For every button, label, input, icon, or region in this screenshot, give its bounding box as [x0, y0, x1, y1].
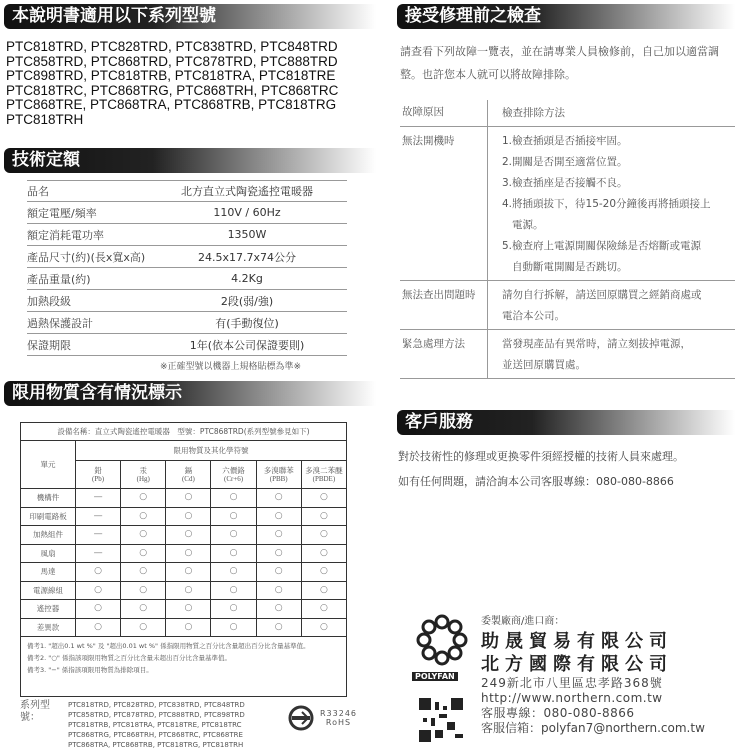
- col-cause: 故障原因: [402, 106, 444, 118]
- rohs-row: [21, 526, 347, 545]
- method-line: 3.檢查插座是否接觸不良。: [502, 177, 628, 189]
- rohs-mark: ○: [166, 581, 211, 600]
- rohs-column-header: [121, 461, 166, 489]
- spec-label: 加熱段級: [27, 294, 71, 308]
- spec-value: 4.2Kg: [231, 272, 263, 285]
- spec-value: 北方直立式陶瓷遙控電暖器: [181, 185, 313, 198]
- substance-symbol: (Cr+6): [223, 474, 244, 483]
- method-line: 自動斷電開關是否跳切。: [512, 261, 628, 273]
- method-line: 1.檢查插頭是否插接牢固。: [502, 135, 628, 147]
- rohs-mark: ○: [76, 581, 121, 600]
- rohs-mark: ○: [211, 563, 256, 582]
- series-header: 本說明書適用以下系列型號: [4, 4, 376, 29]
- rohs-mark: —: [76, 526, 121, 545]
- rohs-remark: 備考1. "超出0.1 wt %" 及 "超出0.01 wt %" 係指限用物質之百分比含量超出百分比含量基準值。: [27, 642, 310, 650]
- rohs-mark: ○: [301, 526, 346, 545]
- rohs-mark: ○: [301, 489, 346, 508]
- service-line: 如有任何問題，請洽詢本公司客服專線：080-080-8866: [398, 475, 674, 488]
- rohs-mark: ○: [121, 581, 166, 600]
- spec-value: 1350W: [227, 228, 267, 241]
- fault-method: [487, 281, 735, 329]
- rohs-mark: ○: [121, 563, 166, 582]
- substance-name: 鉛: [94, 465, 102, 475]
- spec-header: 技術定額: [4, 148, 376, 173]
- rohs-unit: 馬達: [21, 563, 76, 582]
- fault-cause: 無法開機時: [402, 135, 455, 147]
- rohs-column-header: [256, 461, 301, 489]
- substance-symbol: (PBDE): [312, 474, 336, 483]
- series-models-footer: [20, 700, 245, 750]
- substance-name: 汞: [139, 465, 147, 475]
- rohs-row: [21, 581, 347, 600]
- substance-name: 鎘: [184, 465, 193, 475]
- rohs-unit: 風扇: [21, 544, 76, 563]
- rohs-mark: ○: [301, 544, 346, 563]
- rohs-mark: ○: [121, 600, 166, 619]
- series-model-list: PTC818TRD, PTC828TRD, PTC838TRD, PTC848TRD PTC858TRD, PTC868TRD, PTC878TRD, PTC888TRD PTC898TRD, PTC818TRB, PTC818TRA, PTC818TRE PTC818TRC, PTC868TRG, PTC868TRH, PTC868TRC PTC868TRE, PTC868TRA, PTC868TRB, PTC818TRG PTC818TRH: [6, 39, 339, 127]
- rohs-unit: 加熱組件: [21, 526, 76, 545]
- rohs-unit: 差異款: [21, 618, 76, 637]
- substance-symbol: (Pb): [92, 474, 105, 483]
- troubleshoot-row: [400, 127, 735, 281]
- rohs-mark: ○: [76, 563, 121, 582]
- spec-value: 24.5x17.7x74公分: [197, 250, 296, 264]
- spec-label: 額定消耗電功率: [27, 228, 104, 242]
- fault-cause: 緊急處理方法: [402, 338, 465, 350]
- spec-table: [27, 180, 347, 356]
- company-address: 249新北市八里區忠孝路368號: [481, 676, 663, 690]
- polyfan-logo-text: POLYFAN: [412, 672, 458, 681]
- rohs-mark: ○: [121, 544, 166, 563]
- troubleshoot-row: [400, 281, 735, 330]
- rohs-column-header: [166, 461, 211, 489]
- method-line: 5.檢查府上電源開關保險絲是否熔斷或電源: [502, 240, 702, 252]
- rohs-mark: ○: [256, 526, 301, 545]
- service-line: 對於技術性的修理或更換零件須經授權的技術人員來處理。: [398, 450, 684, 463]
- rohs-mark: ○: [211, 581, 256, 600]
- spec-label: 產品重量(約): [27, 272, 91, 286]
- rohs-mark: ○: [256, 618, 301, 637]
- rohs-mark: ○: [301, 563, 346, 582]
- cert-code: R33246: [320, 709, 358, 718]
- rohs-mark: ○: [301, 581, 346, 600]
- certification-mark: [288, 705, 357, 731]
- rohs-mark: —: [76, 544, 121, 563]
- spec-row: [27, 180, 347, 202]
- rohs-header: 限用物質含有情況標示: [4, 381, 376, 406]
- rohs-mark: ○: [121, 618, 166, 637]
- company-label: 委製廠商/進口商：: [481, 616, 565, 627]
- rohs-mark: ○: [256, 563, 301, 582]
- spec-row: [27, 224, 347, 246]
- rohs-mark: ○: [211, 544, 256, 563]
- company-hotline: 客服專線：080-080-8866: [481, 706, 635, 720]
- series-list: PTC818TRD, PTC828TRD, PTC838TRD, PTC848TRD PTC858TRD, PTC878TRD, PTC888TRD, PTC898TRD PTC818TRB, PTC818TRA, PTC818TRE, PTC818TRC PTC868TRG, PTC868TRH, PTC868TRC, PTC868TRE PTC868TRA, PTC868TRB, PTC818TRG, PTC818TRH: [68, 701, 245, 749]
- rohs-mark: ○: [76, 618, 121, 637]
- rohs-mark: ○: [256, 507, 301, 526]
- spec-label: 品名: [27, 185, 49, 198]
- spec-label: 過熱保護設計: [27, 316, 93, 330]
- rohs-mark: ○: [166, 507, 211, 526]
- rohs-mark: ○: [166, 489, 211, 508]
- repair-intro: 請查看下列故障一覽表，並在請專業人員檢修前，自己加以適當調整。也許您本人就可以將故障排除。: [400, 45, 719, 81]
- fault-method: [487, 330, 735, 378]
- service-text: [398, 444, 684, 494]
- rohs-row: [21, 544, 347, 563]
- troubleshoot-table: [400, 100, 735, 379]
- bsmi-mark-icon: [288, 705, 314, 731]
- fault-method: [487, 127, 735, 280]
- rohs-mark: —: [76, 507, 121, 526]
- rohs-mark: ○: [256, 581, 301, 600]
- rohs-mark: ○: [166, 600, 211, 619]
- rohs-remark: 備考2. "○" 係指該項限用物質之百分比含量未超出百分比含量基準值。: [27, 654, 231, 662]
- spec-value: 2段(弱/強): [220, 294, 274, 308]
- rohs-row: [21, 618, 347, 637]
- rohs-mark: ○: [211, 489, 256, 508]
- rohs-mark: ○: [301, 600, 346, 619]
- rohs-mark: ○: [76, 600, 121, 619]
- spec-note: ※正確型號以機器上規格貼標為準※: [160, 362, 302, 372]
- rohs-column-header: [211, 461, 256, 489]
- rohs-unit: 印刷電路板: [21, 507, 76, 526]
- rohs-row: [21, 507, 347, 526]
- rohs-mark: —: [76, 489, 121, 508]
- rohs-mark: ○: [301, 618, 346, 637]
- substance-symbol: (Cd): [181, 474, 195, 483]
- method-line: 並送回原購買處。: [502, 359, 586, 371]
- rohs-group-label: 限用物質及其化學符號: [76, 441, 347, 461]
- rohs-table: [20, 422, 347, 637]
- substance-name: 多溴二苯醚: [305, 465, 343, 475]
- polyfan-logo-icon: [416, 614, 468, 670]
- company-email[interactable]: 客服信箱：polyfan7@northern.com.tw: [481, 721, 705, 735]
- rohs-remarks: [20, 637, 347, 697]
- rohs-mark: ○: [121, 489, 166, 508]
- spec-label: 額定電壓/頻率: [27, 206, 97, 220]
- rohs-mark: ○: [121, 526, 166, 545]
- method-line: 當發現產品有異常時，請立刻拔掉電源，: [502, 338, 691, 350]
- spec-row: [27, 334, 347, 356]
- cert-rohs: RoHS: [325, 718, 352, 727]
- rohs-mark: ○: [211, 526, 256, 545]
- method-line: 請勿自行拆解，請送回原購買之經銷商處或: [502, 289, 702, 301]
- spec-value: 110V / 60Hz: [213, 206, 281, 219]
- rohs-mark: ○: [211, 618, 256, 637]
- spec-value: 1年(依本公司保證要則): [189, 338, 305, 352]
- rohs-mark: ○: [121, 507, 166, 526]
- rohs-column-header: [301, 461, 346, 489]
- rohs-unit: 機構件: [21, 489, 76, 508]
- series-label: 系列型號：: [20, 700, 50, 723]
- spec-label: 保證期限: [27, 338, 71, 352]
- rohs-unit-label: 單元: [21, 441, 76, 489]
- spec-row: [27, 246, 347, 268]
- method-line: 電源。: [512, 219, 544, 231]
- rohs-equipment: 設備名稱：直立式陶瓷遙控電暖器 型號：PTC868TRD(系列型號參見如下): [21, 423, 347, 441]
- spec-value: 有(手動復位): [215, 316, 279, 330]
- method-line: 電洽本公司。: [502, 310, 565, 322]
- spec-row: [27, 268, 347, 290]
- company-name-1: 助晟貿易有限公司: [481, 631, 673, 652]
- troubleshoot-row: [400, 330, 735, 379]
- spec-row: [27, 202, 347, 224]
- company-name-2: 北方國際有限公司: [481, 654, 673, 675]
- rohs-mark: ○: [301, 507, 346, 526]
- rohs-mark: ○: [166, 544, 211, 563]
- repair-header: 接受修理前之檢查: [397, 4, 735, 29]
- spec-label: 產品尺寸(約)(長x寬x高): [27, 250, 146, 264]
- company-url[interactable]: http://www.northern.com.tw: [481, 691, 663, 705]
- spec-row: [27, 312, 347, 334]
- rohs-row: [21, 489, 347, 508]
- qr-code-icon[interactable]: [419, 698, 463, 742]
- spec-row: [27, 290, 347, 312]
- substance-symbol: (Hg): [136, 474, 150, 483]
- rohs-unit: 電源線組: [21, 581, 76, 600]
- rohs-remark: 備考3. "−" 係指該項限用物質為排除項目。: [27, 666, 153, 674]
- rohs-mark: ○: [256, 489, 301, 508]
- rohs-unit: 遙控器: [21, 600, 76, 619]
- rohs-mark: ○: [256, 600, 301, 619]
- rohs-mark: ○: [256, 544, 301, 563]
- substance-name: 多溴聯苯: [263, 465, 294, 475]
- service-header: 客戶服務: [397, 410, 735, 435]
- method-line: 4.將插頭拔下，待15-20分鐘後再將插頭接上: [502, 198, 711, 210]
- rohs-column-header: [76, 461, 121, 489]
- method-line: 2.開關是否開至適當位置。: [502, 156, 628, 168]
- rohs-mark: ○: [166, 563, 211, 582]
- rohs-mark: ○: [166, 526, 211, 545]
- rohs-row: [21, 563, 347, 582]
- substance-symbol: (PBB): [269, 474, 288, 483]
- fault-cause: 無法查出問題時: [402, 289, 476, 301]
- rohs-mark: ○: [211, 600, 256, 619]
- rohs-mark: ○: [211, 507, 256, 526]
- rohs-row: [21, 600, 347, 619]
- col-method: 檢查排除方法: [487, 100, 735, 126]
- rohs-mark: ○: [166, 618, 211, 637]
- substance-name: 六價鉻: [222, 465, 245, 475]
